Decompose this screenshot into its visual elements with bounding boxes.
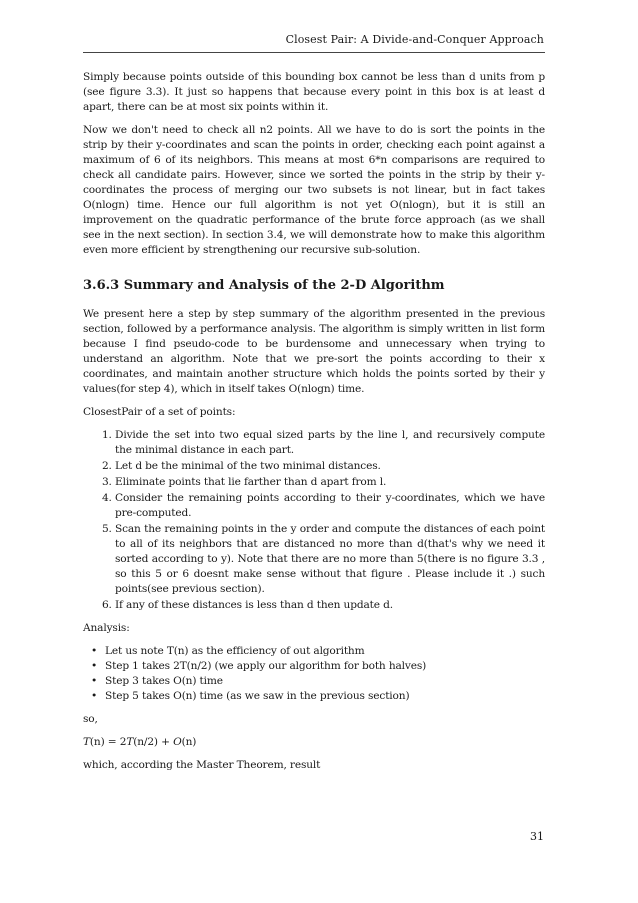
eq-t2: T xyxy=(126,736,134,748)
running-header: Closest Pair: A Divide-and-Conquer Approach xyxy=(285,33,544,46)
eq-t2-arg: (n/2) + xyxy=(133,736,174,748)
step-item: 3. Eliminate points that lie farther than d apart from l. xyxy=(115,475,545,490)
bullet-icon: • xyxy=(91,690,98,702)
analysis-item-text: Step 1 takes 2T(n/2) (we apply our algorithm for both halves) xyxy=(105,660,427,672)
analysis-heading: Analysis: xyxy=(83,622,130,634)
analysis-item-text: Step 3 takes O(n) time xyxy=(105,675,223,687)
so-text: so, xyxy=(83,713,98,725)
eq-lhs: T xyxy=(83,736,90,748)
page-number: 31 xyxy=(530,830,544,843)
analysis-item-text: Step 5 takes O(n) time (as we saw in the previous section) xyxy=(105,690,410,702)
analysis-item-text: Let us note T(n) as the efficiency of out algorithm xyxy=(105,645,365,657)
paragraph-strip-scan: Now we don't need to check all n2 points. All we have to do is sort the points in the strip by their y-coordinates and scan the points in order, checking each point against a maximum of 6 of its neighbors. This means at most 6*n comparisons are required to check all candidate pairs. However, since we sorted the points in the strip by their y-coordinates the process of merging our two subsets is not linear, but in fact takes O(nlogn) time. Hence our full algorithm is not yet O(nlogn), but it is still an improvement on the quadratic performance of the brute force approach (as we shall see in the next section). In section 3.4, we will demonstrate how to make this algorithm even more efficient by strengthening our recursive sub-solution. xyxy=(83,124,545,256)
header-rule xyxy=(83,52,545,53)
eq-equals: = 2 xyxy=(104,736,127,748)
eq-o: O xyxy=(173,736,182,748)
bullet-icon: • xyxy=(91,675,98,687)
step-item: 6. If any of these distances is less than d then update d. xyxy=(115,598,545,613)
analysis-list xyxy=(83,644,545,704)
paragraph-bounding-box: Simply because points outside of this bounding box cannot be less than d units from p (see figure 3.3). It just so happens that because every point in this box is at least d apart, there can be at most six points within it. xyxy=(83,71,545,113)
analysis-item xyxy=(91,644,545,659)
analysis-item xyxy=(91,689,545,704)
section-title: 3.6.3 Summary and Analysis of the 2-D Algorithm xyxy=(83,278,445,293)
step-item: 2. Let d be the minimal of the two minimal distances. xyxy=(115,459,545,474)
bullet-icon: • xyxy=(91,660,98,672)
analysis-item xyxy=(91,659,545,674)
algorithm-steps xyxy=(83,428,545,613)
eq-o-arg: (n) xyxy=(181,736,197,748)
eq-lhs-arg: (n) xyxy=(89,736,105,748)
step-item: 4. Consider the remaining points according to their y-coordinates, which we have pre-computed. xyxy=(115,491,545,521)
bullet-icon: • xyxy=(91,645,98,657)
step-item: 5. Scan the remaining points in the y order and compute the distances of each point to all of its neighbors that are distanced no more than d(that's why we need it sorted according to y). Note that there are no more than 5(there is no figure 3.3 , so this 5 or 6 doesnt make sense without that figure . Please include it .) such points(see previous section). xyxy=(115,522,545,597)
closing-text: which, according the Master Theorem, result xyxy=(83,759,321,771)
list-heading: ClosestPair of a set of points: xyxy=(83,406,236,418)
recurrence-equation xyxy=(83,735,545,750)
section-intro: We present here a step by step summary of the algorithm presented in the previous section, followed by a performance analysis. The algorithm is simply written in list form because I find pseudo-code to be burdensome and unnecessary when trying to understand an algorithm. Note that we pre-sort the points according to their x coordinates, and maintain another structure which holds the points sorted by their y values(for step 4), which in itself takes O(nlogn) time. xyxy=(83,308,545,395)
step-item: 1. Divide the set into two equal sized parts by the line l, and recursively compute the minimal distance in each part. xyxy=(115,428,545,458)
page-content xyxy=(83,70,545,781)
analysis-item xyxy=(91,674,545,689)
